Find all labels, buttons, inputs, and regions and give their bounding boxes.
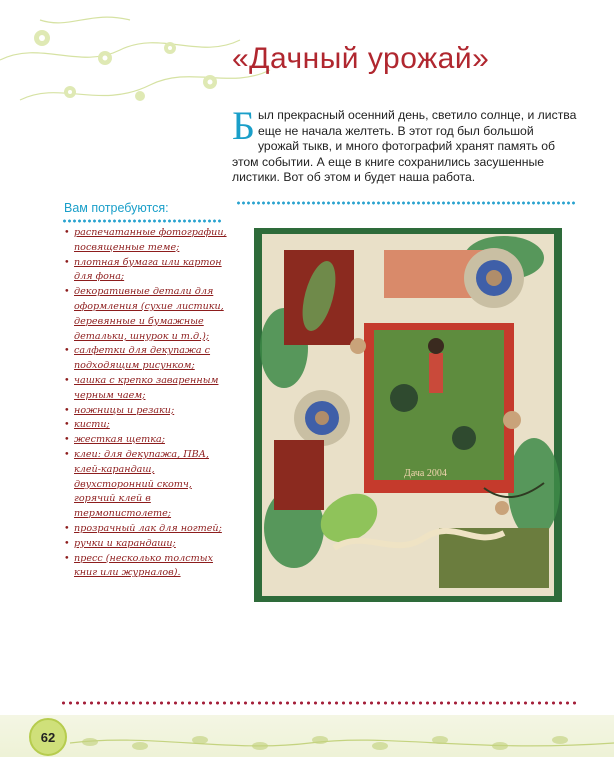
list-item: • ножницы и резаки; bbox=[64, 404, 234, 419]
scrapbook-collage-image bbox=[254, 228, 562, 602]
page-title: «Дачный урожай» bbox=[232, 42, 490, 75]
intro-text: ыл прекрасный осенний день, светило солнце, и листва еще не начала желтеть. В этот год был большой урожай тыкв, и много фотографий хранят память об этом событии. А еще в книге сохранились засушенные листики. Вот об этом и будет наша работа. bbox=[232, 108, 577, 184]
dotted-divider bbox=[60, 700, 580, 706]
materials-heading: Вам потребуются: bbox=[64, 201, 169, 215]
list-item: • ручки и карандаши; bbox=[64, 537, 234, 552]
list-item: • кисти; bbox=[64, 418, 234, 433]
list-item: • жесткая щетка; bbox=[64, 433, 234, 448]
list-item: • прозрачный лак для ногтей; bbox=[64, 522, 234, 537]
list-item: • плотная бумага или картон для фона; bbox=[64, 256, 234, 286]
vine-ornament bbox=[0, 728, 614, 757]
list-item: • клеи: для декупажа, ПВА, клей-карандаш, двухсторонний скотч, горячий клей в термопистолете; bbox=[64, 448, 234, 522]
list-item: • декоративные детали для оформления (сухие листики, деревянные и бумажные детальки, шнурок и т.д.); bbox=[64, 285, 234, 344]
svg-text:Дача 2004: Дача 2004 bbox=[404, 468, 447, 479]
list-item: • распечатанные фотографии, посвященные теме; bbox=[64, 226, 234, 256]
list-item: • пресс (несколько толстых книг или журналов). bbox=[64, 552, 234, 582]
dotted-divider bbox=[62, 218, 222, 224]
list-item: • салфетки для декупажа с подходящим рисунком; bbox=[64, 344, 234, 374]
materials-list bbox=[64, 226, 234, 581]
intro-paragraph bbox=[232, 103, 577, 186]
dotted-divider bbox=[236, 200, 576, 206]
list-item: • чашка с крепко заваренным черным чаем; bbox=[64, 374, 234, 404]
page-number-badge: 62 bbox=[29, 718, 67, 756]
drop-cap: Б bbox=[232, 103, 255, 148]
